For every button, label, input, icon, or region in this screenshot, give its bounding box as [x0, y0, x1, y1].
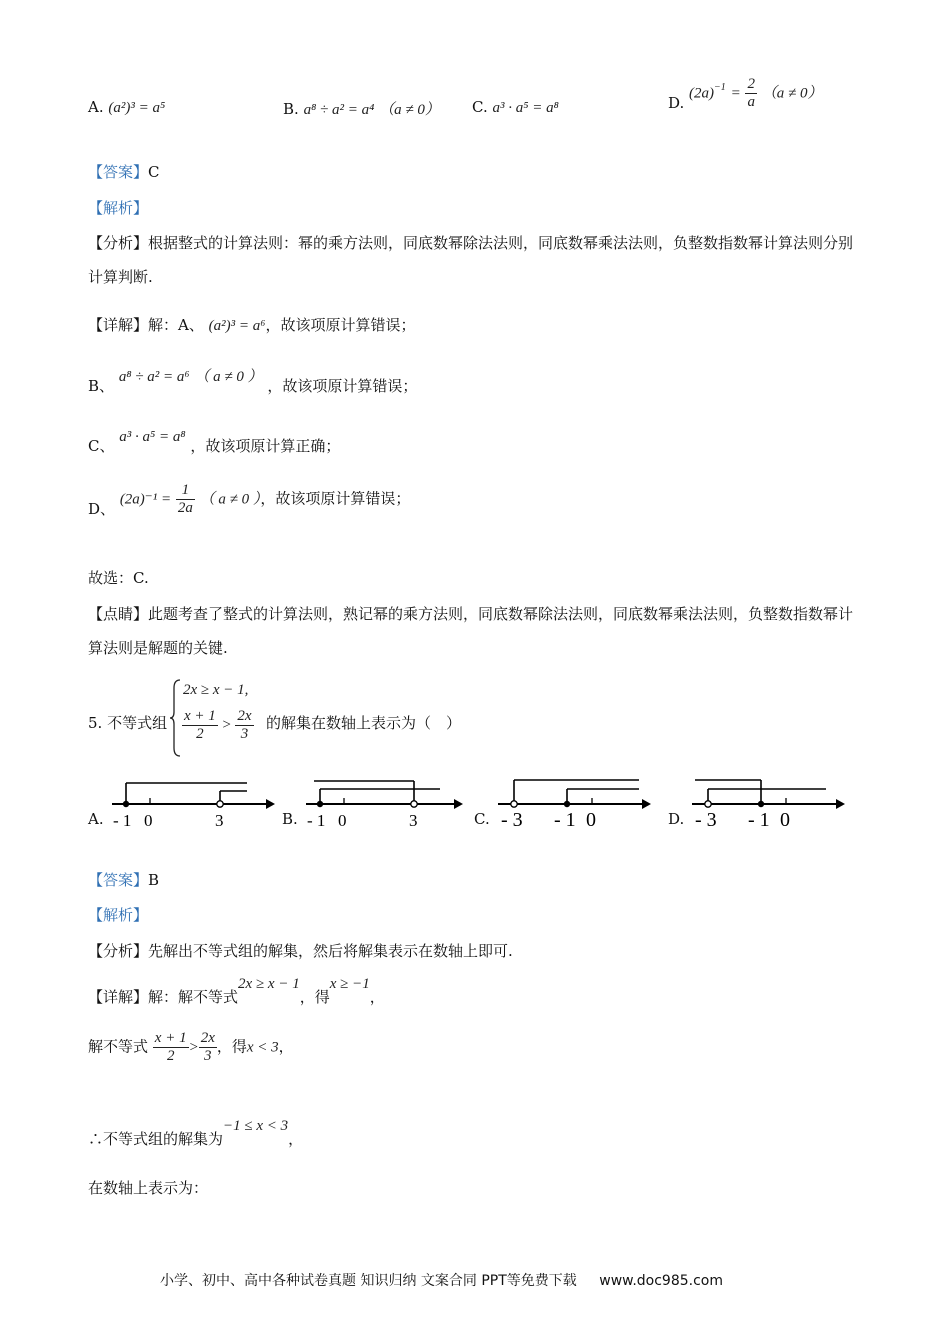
option-label: D. [668, 93, 685, 112]
tick-label: 3 [215, 811, 224, 830]
q4-comment [88, 597, 863, 665]
q4-detail-b [88, 365, 418, 395]
detail-expression: (a²)³ = a⁶ [208, 318, 266, 334]
hollow-dot [217, 801, 223, 807]
detail-verdict: ，故该项原计算正确； [190, 437, 341, 455]
detail-text: ∴不等式组的解集为 [88, 1130, 224, 1148]
option-expression: a³ · a⁵ = a⁸ [492, 100, 559, 116]
solid-dot [758, 801, 764, 807]
tick-label: 0 [780, 809, 790, 831]
footer [160, 1270, 723, 1290]
q5-ineq2 [182, 708, 254, 743]
q4-choose: 故选：C. [88, 569, 149, 587]
q4-detail-c [88, 425, 341, 455]
q5-fenxi [88, 940, 513, 961]
fraction [235, 708, 253, 743]
fraction [153, 1030, 189, 1065]
detail-result: x ≥ −1 [329, 976, 370, 992]
detail-text: ，得 [216, 1037, 247, 1056]
detail-verdict: ，故该项原计算错误； [267, 377, 418, 395]
q4-fenxi [88, 226, 863, 294]
option-label: C. [472, 98, 488, 116]
tick-label: - 1 [748, 809, 770, 831]
fenxi-text: 根据整式的计算法则：幂的乘方法则，同底数幂除法法则，同底数幂乘法法则，负整数指数幂计算法则分别计算判断. [88, 234, 854, 286]
fenxi-text: 先解出不等式组的解集，然后将解集表示在数轴上即可. [148, 942, 513, 960]
tick-label: - 1 [113, 811, 132, 830]
detail-expression: a³ · a⁵ = a⁸ [119, 429, 186, 445]
q5-analysis-tag: 【解析】 [88, 906, 149, 924]
detail-text: 解：解不等式 [148, 988, 239, 1006]
option-expression: (a²)³ = a⁵ [108, 100, 166, 116]
q4-option-a [88, 98, 165, 117]
option-condition: （a ≠ 0） [379, 102, 440, 118]
fraction-denominator: 2 [196, 726, 204, 742]
detail-text: ， [278, 1037, 294, 1056]
option-condition: （a ≠ 0） [761, 85, 823, 102]
option-expr-left: (2a) [689, 85, 715, 102]
detail-condition: （ a ≠ 0 ） [194, 369, 263, 385]
fraction-numerator: 2x [200, 1030, 215, 1046]
answer-value: C [148, 163, 160, 181]
detail-condition: （ a ≠ 0 ） [199, 491, 261, 508]
hollow-dot [705, 801, 711, 807]
detail-label: C、 [88, 437, 115, 455]
option-label: B. [283, 100, 299, 118]
fraction-denominator: 3 [240, 726, 249, 742]
hollow-dot [411, 801, 417, 807]
solid-dot [564, 801, 570, 807]
tick-label: 0 [144, 811, 153, 830]
q4-detail-d [88, 482, 410, 517]
q4-answer [88, 161, 160, 182]
left-brace [169, 678, 181, 758]
fraction-denominator: 2a [177, 500, 193, 516]
detail-tag: 【详解】 [88, 316, 149, 334]
q5-suffix: 的解集在数轴上表示为（ ） [266, 714, 462, 732]
q5-detail-line4: 在数轴上表示为： [88, 1179, 209, 1197]
fraction-numerator: 2x [237, 708, 252, 724]
number-line [304, 775, 469, 833]
option-exponent: −1 [714, 81, 726, 93]
option-label: A. [88, 98, 104, 116]
detail-verdict: ，故该项原计算错误； [265, 316, 416, 334]
q4-option-c [472, 98, 559, 117]
number-line [496, 775, 661, 833]
detail-text: 解不等式 [88, 1037, 149, 1056]
detail-label: B、 [88, 377, 115, 395]
fraction [182, 708, 218, 743]
detail-text: ，得 [299, 988, 330, 1006]
q4-detail-a [88, 314, 415, 335]
tick-label: - 1 [307, 811, 326, 830]
q5-ineq1: 2x ≥ x − 1, [183, 682, 249, 698]
detail-result: x < 3 [246, 1039, 279, 1056]
fraction-denominator: a [747, 94, 755, 110]
fraction-numerator: x + 1 [154, 1030, 187, 1046]
fraction-denominator: 3 [204, 1048, 212, 1064]
option-label: D. [668, 810, 685, 828]
number-line [110, 775, 275, 833]
fenxi-tag: 【分析】 [88, 234, 149, 252]
detail-tag: 【详解】 [88, 988, 149, 1006]
footer-text: 小学、初中、高中各种试卷真题 知识归纳 文案合同 PPT等免费下载 [160, 1273, 577, 1289]
fraction [199, 1030, 217, 1065]
number-line [690, 775, 855, 833]
q5-detail-line2 [88, 1030, 294, 1065]
hollow-dot [511, 801, 517, 807]
detail-text: ， [369, 988, 385, 1006]
detail-expression: a⁸ ÷ a² = a⁶ [118, 369, 190, 385]
fraction-numerator: x + 1 [184, 708, 216, 724]
detail-result: −1 ≤ x < 3 [223, 1118, 289, 1134]
detail-expression: 2x ≥ x − 1 [238, 976, 300, 992]
q5-detail-line3 [88, 1114, 304, 1148]
option-label: B. [282, 810, 298, 828]
detail-text: ， [288, 1130, 304, 1148]
q4-analysis-tag: 【解析】 [88, 199, 149, 217]
fenxi-tag: 【分析】 [88, 942, 149, 960]
detail-label: D、 [88, 499, 116, 518]
tick-label: - 3 [695, 809, 717, 831]
answer-tag: 【答案】 [88, 163, 149, 181]
q4-option-b [283, 98, 440, 119]
tick-label: 0 [338, 811, 347, 830]
option-label: C. [474, 810, 490, 828]
tick-label: 0 [586, 809, 596, 831]
tick-label: - 1 [554, 809, 576, 831]
option-label: A. [88, 810, 104, 828]
q5-prefix: 5. 不等式组 [88, 714, 168, 732]
q5-detail-line1 [88, 972, 385, 1006]
solid-dot [123, 801, 129, 807]
answer-tag: 【答案】 [88, 871, 149, 889]
fraction-numerator: 2 [747, 76, 755, 92]
operator: > [188, 1039, 199, 1056]
fraction [176, 482, 195, 517]
fraction-denominator: 2 [166, 1048, 175, 1064]
comment-text: 此题考查了整式的计算法则，熟记幂的乘方法则，同底数幂除法法则，同底数幂乘法法则，负整数指数幂计算法则是解题的关键. [88, 605, 854, 657]
detail-verdict: ，故该项原计算错误； [260, 489, 411, 508]
tick-label: - 3 [501, 809, 523, 831]
comment-tag: 【点睛】 [88, 605, 149, 623]
detail-intro: 解：A、 [148, 316, 204, 334]
fraction-numerator: 1 [176, 482, 195, 500]
solid-dot [317, 801, 323, 807]
tick-label: 3 [409, 811, 418, 830]
detail-expression-left: (2a)⁻¹ = [119, 491, 172, 508]
fraction [745, 76, 757, 111]
option-expression: a⁸ ÷ a² = a⁴ [303, 102, 375, 118]
footer-url[interactable]: www.doc985.com [599, 1273, 723, 1289]
operator: > [221, 716, 232, 733]
answer-value: B [148, 871, 160, 889]
q4-option-d: D. $(2a)^{-1}$ = $\frac{2}{a}$ （a ≠ 0） [668, 76, 823, 112]
q5-answer [88, 869, 159, 890]
